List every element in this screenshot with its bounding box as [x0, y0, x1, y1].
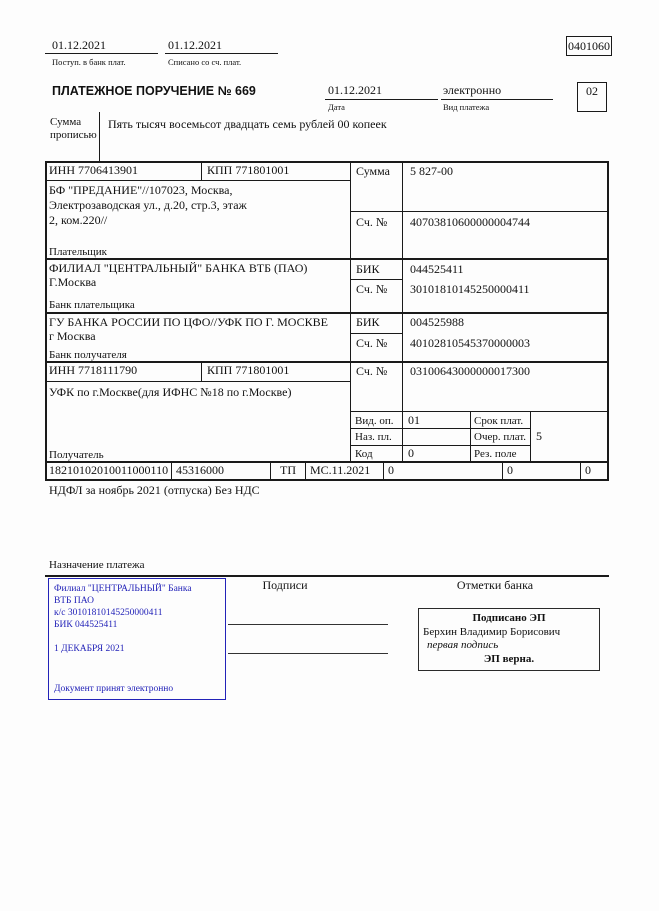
stamp-line-4: БИК 044525411 [54, 620, 118, 630]
form-code-box: 0401060 [566, 36, 612, 56]
amount-value: 5 827-00 [410, 164, 453, 178]
esign-verified: ЭП верна. [483, 652, 535, 665]
payer-kpp: КПП 771801001 [207, 163, 290, 177]
payee-kpp: КПП 771801001 [207, 363, 290, 377]
esign-title: Подписано ЭП [472, 612, 546, 624]
payee-bank-bik-label: БИК [356, 315, 380, 329]
payer-bank-label: Банк плательщика [49, 299, 135, 311]
payee-bank-city: г Москва [49, 329, 96, 343]
received-date: 01.12.2021 [52, 38, 106, 52]
code-label: Код [355, 448, 373, 460]
document-date-label: Дата [328, 102, 345, 112]
payee-account-value: 03100643000000017300 [410, 364, 530, 378]
payee-bank-bik-value: 004525988 [410, 315, 464, 329]
received-date-label: Поступ. в банк плат. [52, 57, 126, 67]
payer-status-box: 02 [577, 82, 607, 112]
esign-role: первая подпись [427, 639, 499, 651]
payment-type-field: 0 [585, 463, 591, 477]
period-field: МС.11.2021 [310, 463, 371, 477]
amount-words-label-1: Сумма [50, 116, 82, 128]
payer-name-line1: БФ "ПРЕДАНИЕ"//107023, Москва, [49, 183, 233, 197]
payer-account-value: 40703810600000004744 [410, 215, 530, 229]
payee-label: Получатель [49, 449, 104, 461]
debited-date: 01.12.2021 [168, 38, 222, 52]
stamp-line-1: Филиал "ЦЕНТРАЛЬНЫЙ" Банка [54, 584, 192, 594]
oktmo-field: 45316000 [176, 463, 224, 477]
kbk-field: 18210102010011000110 [49, 463, 169, 477]
payment-kind: электронно [443, 83, 502, 97]
payer-bank-account-value: 30101810145250000411 [410, 282, 530, 296]
payer-bank-bik-value: 044525411 [410, 262, 464, 276]
payee-bank-name: ГУ БАНКА РОССИИ ПО ЦФО//УФК ПО Г. МОСКВЕ [49, 315, 328, 329]
payer-label: Плательщик [49, 246, 107, 258]
stamp-date: 1 ДЕКАБРЯ 2021 [54, 644, 125, 654]
amount-in-words: Пять тысяч восемьсот двадцать семь рублей 00 копеек [108, 117, 387, 131]
payee-account-label: Сч. № [356, 364, 388, 378]
payer-bank-account-label: Сч. № [356, 282, 388, 296]
op-kind-value: 01 [408, 413, 420, 427]
doc-number-field: 0 [388, 463, 394, 477]
signature-line-2 [228, 653, 388, 654]
amount-words-label-2: прописью [50, 129, 97, 141]
payee-name: УФК по г.Москве(для ИФНС №18 по г.Москве) [49, 385, 292, 399]
payee-bank-account-label: Сч. № [356, 336, 388, 350]
stamp-line-3: к/с 30101810145250000411 [54, 608, 163, 618]
code-value: 0 [408, 446, 414, 460]
basis-field: ТП [280, 463, 296, 477]
op-kind-label: Вид. оп. [355, 415, 394, 427]
debited-date-label: Списано со сч. плат. [168, 57, 242, 67]
esignature-box [418, 608, 600, 671]
payer-bank-city: Г.Москва [49, 275, 97, 289]
payer-bank-bik-label: БИК [356, 262, 380, 276]
stamp-line-2: ВТБ ПАО [54, 596, 94, 606]
order-value: 5 [536, 429, 542, 443]
bank-stamp [48, 578, 226, 700]
payee-bank-label: Банк получателя [49, 349, 127, 361]
payment-kind-label: Вид платежа [443, 102, 490, 112]
payer-account-label: Сч. № [356, 215, 388, 229]
reserve-label: Рез. поле [474, 448, 517, 460]
payment-purpose-label: Назначение платежа [49, 559, 145, 571]
purpose-code-label: Наз. пл. [355, 431, 392, 443]
amount-label: Сумма [356, 164, 390, 178]
order-label: Очер. плат. [474, 431, 527, 443]
stamp-accepted-note: Документ принят электронно [54, 684, 174, 694]
doc-date-field: 0 [507, 463, 513, 477]
payer-name-line2: Электрозаводская ул., д.20, стр.3, этаж [49, 198, 247, 212]
payer-inn: ИНН 7706413901 [49, 163, 138, 177]
payee-inn: ИНН 7718111790 [49, 363, 138, 377]
payer-bank-name: ФИЛИАЛ "ЦЕНТРАЛЬНЫЙ" БАНКА ВТБ (ПАО) [49, 261, 308, 275]
document-title: ПЛАТЕЖНОЕ ПОРУЧЕНИЕ № 669 [52, 84, 256, 98]
pay-term-label: Срок плат. [474, 415, 524, 427]
payment-purpose-text: НДФЛ за ноябрь 2021 (отпуска) Без НДС [49, 483, 260, 497]
document-date: 01.12.2021 [328, 83, 382, 97]
signature-line-1 [228, 624, 388, 625]
esign-name: Берхин Владимир Борисович [423, 625, 561, 638]
bank-marks-header: Отметки банка [456, 578, 534, 592]
payee-bank-account-value: 40102810545370000003 [410, 336, 530, 350]
signatures-header: Подписи [262, 578, 308, 592]
payer-name-line3: 2, ком.220// [49, 213, 108, 227]
